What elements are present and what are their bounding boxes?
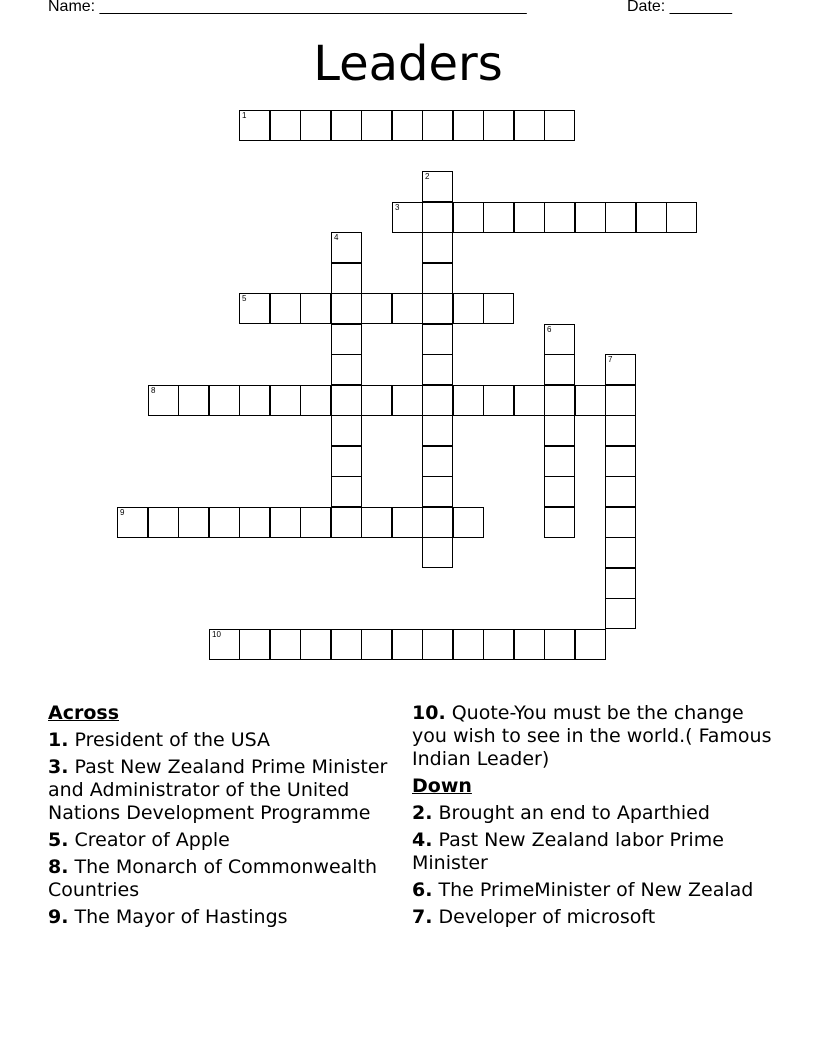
puzzle-title: Leaders bbox=[313, 36, 503, 92]
clue-text: Past New Zealand labor Prime Minister bbox=[412, 829, 724, 874]
grid-cell[interactable] bbox=[392, 507, 423, 538]
grid-cell[interactable] bbox=[422, 232, 453, 263]
grid-cell[interactable] bbox=[239, 629, 270, 660]
grid-cell[interactable] bbox=[331, 629, 362, 660]
clue-across-9 bbox=[48, 906, 400, 929]
clue-across-1 bbox=[48, 729, 400, 752]
grid-cell[interactable] bbox=[483, 385, 514, 416]
grid-cell[interactable] bbox=[453, 202, 484, 233]
grid-cell[interactable] bbox=[209, 629, 240, 660]
grid-cell[interactable] bbox=[422, 385, 453, 416]
grid-cell[interactable] bbox=[331, 293, 362, 324]
clue-across-10 bbox=[412, 702, 772, 771]
clue-across-3 bbox=[48, 756, 400, 825]
grid-cell[interactable] bbox=[544, 629, 575, 660]
cell-number: 10 bbox=[212, 630, 221, 639]
grid-cell[interactable] bbox=[453, 629, 484, 660]
grid-cell[interactable] bbox=[544, 110, 575, 141]
grid-cell[interactable] bbox=[300, 507, 331, 538]
grid-cell[interactable] bbox=[331, 324, 362, 355]
grid-cell[interactable] bbox=[331, 385, 362, 416]
grid-cell[interactable] bbox=[666, 202, 697, 233]
cell-number: 4 bbox=[334, 233, 339, 242]
grid-cell[interactable] bbox=[392, 202, 423, 233]
cell-number: 2 bbox=[425, 172, 430, 181]
clue-number: 9. bbox=[48, 906, 69, 928]
grid-cell[interactable] bbox=[331, 446, 362, 477]
grid-cell[interactable] bbox=[361, 293, 392, 324]
clue-text: Past New Zealand Prime Minister and Administrator of the United Nations Development Programme bbox=[48, 756, 388, 824]
cell-number: 6 bbox=[547, 325, 552, 334]
grid-cell[interactable] bbox=[514, 385, 545, 416]
grid-cell[interactable] bbox=[239, 110, 270, 141]
grid-cell[interactable] bbox=[331, 415, 362, 446]
clue-text: Brought an end to Aparthied bbox=[438, 802, 710, 824]
grid-cell[interactable] bbox=[148, 385, 179, 416]
grid-cell[interactable] bbox=[605, 446, 636, 477]
clue-text: Developer of microsoft bbox=[438, 906, 656, 928]
across-heading: Across bbox=[48, 702, 120, 724]
grid-cell[interactable] bbox=[544, 202, 575, 233]
grid-cell[interactable] bbox=[422, 415, 453, 446]
grid-cell[interactable] bbox=[392, 385, 423, 416]
clue-number: 5. bbox=[48, 829, 69, 851]
grid-cell[interactable] bbox=[636, 202, 667, 233]
grid-cell[interactable] bbox=[148, 507, 179, 538]
grid-cell[interactable] bbox=[605, 385, 636, 416]
grid-cell[interactable] bbox=[361, 110, 392, 141]
grid-cell[interactable] bbox=[544, 446, 575, 477]
clue-number: 7. bbox=[412, 906, 433, 928]
clue-down-6 bbox=[412, 879, 772, 902]
grid-cell[interactable] bbox=[178, 507, 209, 538]
grid-cell[interactable] bbox=[270, 385, 301, 416]
cell-number: 5 bbox=[242, 294, 247, 303]
grid-cell[interactable] bbox=[605, 476, 636, 507]
grid-cell[interactable] bbox=[544, 354, 575, 385]
grid-cell[interactable] bbox=[422, 476, 453, 507]
clues-left-column bbox=[48, 702, 400, 933]
clues-right-column bbox=[412, 702, 772, 933]
grid-cell[interactable] bbox=[544, 415, 575, 446]
grid-cell[interactable] bbox=[422, 202, 453, 233]
clue-text: The Mayor of Hastings bbox=[74, 906, 288, 928]
date-field[interactable]: Date: _______ bbox=[627, 0, 732, 15]
grid-cell[interactable] bbox=[605, 568, 636, 599]
grid-cell[interactable] bbox=[117, 507, 148, 538]
grid-cell[interactable] bbox=[392, 629, 423, 660]
grid-cell[interactable] bbox=[239, 293, 270, 324]
grid-cell[interactable] bbox=[422, 293, 453, 324]
clue-number: 4. bbox=[412, 829, 433, 851]
grid-cell[interactable] bbox=[605, 507, 636, 538]
cell-number: 1 bbox=[242, 111, 247, 120]
clue-number: 3. bbox=[48, 756, 69, 778]
clue-text: The Monarch of Commonwealth Countries bbox=[48, 856, 378, 901]
name-field[interactable]: Name: ________________________________________________ bbox=[48, 0, 527, 15]
grid-cell[interactable] bbox=[605, 598, 636, 629]
down-heading: Down bbox=[412, 775, 472, 797]
grid-cell[interactable] bbox=[544, 476, 575, 507]
grid-cell[interactable] bbox=[544, 385, 575, 416]
grid-cell[interactable] bbox=[331, 354, 362, 385]
grid-cell[interactable] bbox=[361, 385, 392, 416]
grid-cell[interactable] bbox=[422, 537, 453, 568]
clue-text: President of the USA bbox=[74, 729, 271, 751]
grid-cell[interactable] bbox=[514, 202, 545, 233]
grid-cell[interactable] bbox=[422, 446, 453, 477]
grid-cell[interactable] bbox=[605, 202, 636, 233]
grid-cell[interactable] bbox=[422, 507, 453, 538]
grid-cell[interactable] bbox=[239, 385, 270, 416]
grid-cell[interactable] bbox=[544, 324, 575, 355]
grid-cell[interactable] bbox=[514, 110, 545, 141]
grid-cell[interactable] bbox=[178, 385, 209, 416]
clue-down-7 bbox=[412, 906, 772, 929]
grid-cell[interactable] bbox=[453, 293, 484, 324]
grid-cell[interactable] bbox=[483, 293, 514, 324]
grid-cell[interactable] bbox=[300, 629, 331, 660]
grid-cell[interactable] bbox=[453, 110, 484, 141]
cell-number: 3 bbox=[395, 203, 400, 212]
grid-cell[interactable] bbox=[361, 629, 392, 660]
clue-number: 8. bbox=[48, 856, 69, 878]
grid-cell[interactable] bbox=[331, 507, 362, 538]
grid-cell[interactable] bbox=[422, 324, 453, 355]
grid-cell[interactable] bbox=[575, 629, 606, 660]
clue-down-4 bbox=[412, 829, 772, 875]
grid-cell[interactable] bbox=[392, 293, 423, 324]
grid-cell[interactable] bbox=[392, 110, 423, 141]
grid-cell[interactable] bbox=[422, 629, 453, 660]
grid-cell[interactable] bbox=[453, 507, 484, 538]
clue-number: 6. bbox=[412, 879, 433, 901]
grid-cell[interactable] bbox=[605, 354, 636, 385]
grid-cell[interactable] bbox=[300, 110, 331, 141]
clue-text: Quote-You must be the change you wish to see in the world.( Famous Indian Leader) bbox=[412, 702, 772, 770]
grid-cell[interactable] bbox=[575, 202, 606, 233]
grid-cell[interactable] bbox=[239, 507, 270, 538]
grid-cell[interactable] bbox=[331, 110, 362, 141]
clue-down-2 bbox=[412, 802, 772, 825]
grid-cell[interactable] bbox=[331, 263, 362, 294]
grid-cell[interactable] bbox=[483, 202, 514, 233]
grid-cell[interactable] bbox=[453, 385, 484, 416]
clue-number: 2. bbox=[412, 802, 433, 824]
grid-cell[interactable] bbox=[483, 110, 514, 141]
grid-cell[interactable] bbox=[300, 293, 331, 324]
clue-number: 1. bbox=[48, 729, 69, 751]
clue-number: 10. bbox=[412, 702, 446, 724]
grid-cell[interactable] bbox=[544, 507, 575, 538]
cell-number: 9 bbox=[120, 508, 125, 517]
clue-text: The PrimeMinister of New Zealad bbox=[438, 879, 754, 901]
grid-cell[interactable] bbox=[209, 507, 240, 538]
grid-cell[interactable] bbox=[270, 110, 301, 141]
grid-cell[interactable] bbox=[422, 171, 453, 202]
grid-cell[interactable] bbox=[575, 385, 606, 416]
grid-cell[interactable] bbox=[300, 385, 331, 416]
grid-cell[interactable] bbox=[422, 263, 453, 294]
grid-cell[interactable] bbox=[209, 385, 240, 416]
grid-cell[interactable] bbox=[361, 507, 392, 538]
grid-cell[interactable] bbox=[422, 354, 453, 385]
cell-number: 8 bbox=[151, 386, 156, 395]
grid-cell[interactable] bbox=[270, 629, 301, 660]
clue-text: Creator of Apple bbox=[74, 829, 230, 851]
grid-cell[interactable] bbox=[270, 507, 301, 538]
clue-across-8 bbox=[48, 856, 400, 902]
cell-number: 7 bbox=[608, 355, 613, 364]
grid-cell[interactable] bbox=[270, 293, 301, 324]
clue-across-5 bbox=[48, 829, 400, 852]
grid-cell[interactable] bbox=[605, 537, 636, 568]
grid-cell[interactable] bbox=[514, 629, 545, 660]
grid-cell[interactable] bbox=[605, 415, 636, 446]
grid-cell[interactable] bbox=[331, 476, 362, 507]
grid-cell[interactable] bbox=[331, 232, 362, 263]
grid-cell[interactable] bbox=[483, 629, 514, 660]
grid-cell[interactable] bbox=[422, 110, 453, 141]
